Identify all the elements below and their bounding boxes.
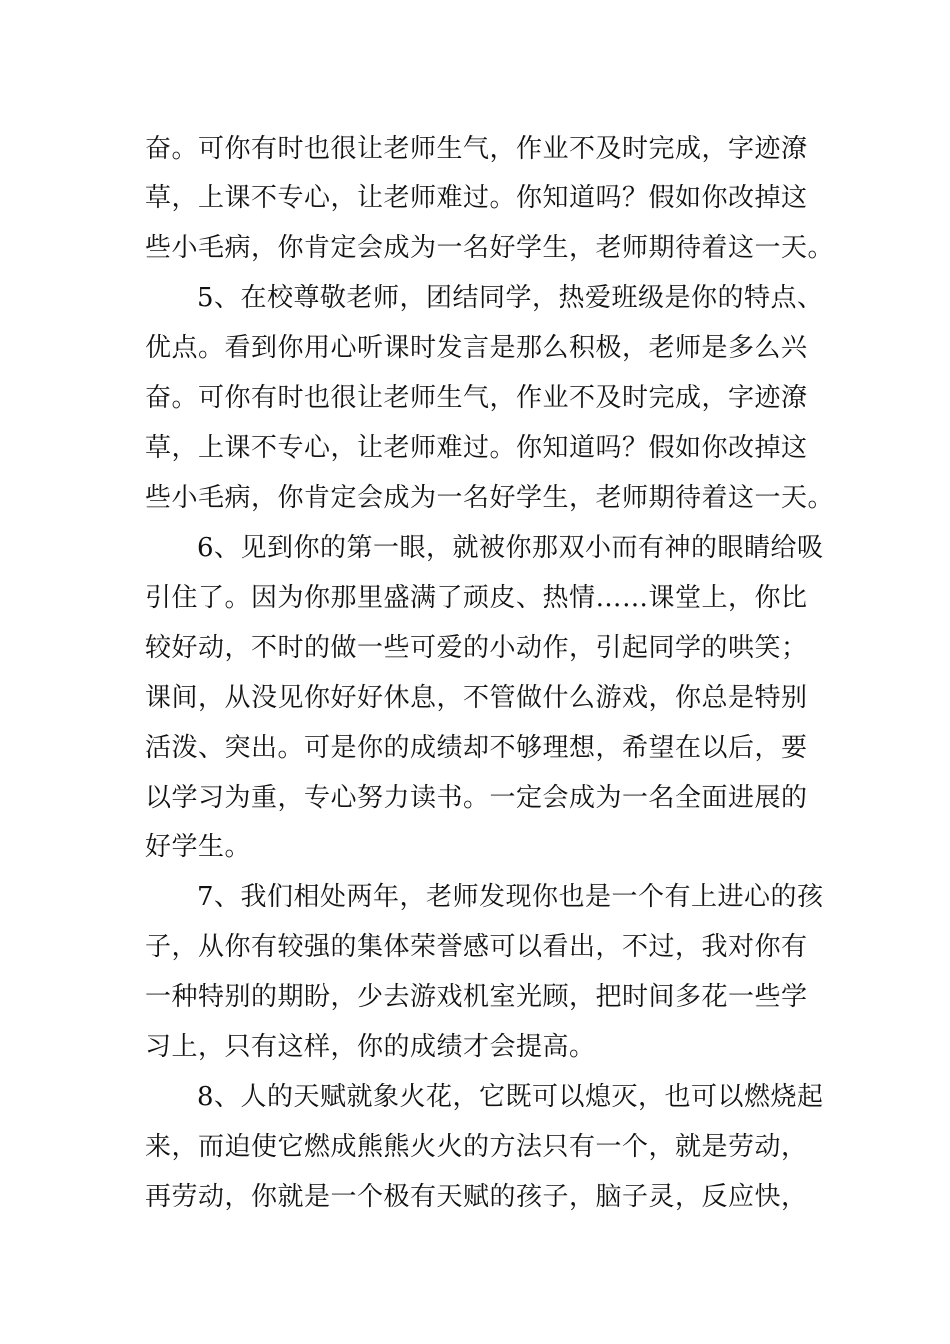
text-line: 些小毛病，你肯定会成为一名好学生，老师期待着这一天。 (145, 483, 835, 513)
text-line: 子，从你有较强的集体荣誉感可以看出，不过，我对你有 (145, 932, 808, 962)
text-line: 一种特别的期盼，少去游戏机室光顾，把时间多花一些学 (145, 982, 808, 1012)
text-line: 较好动，不时的做一些可爱的小动作，引起同学的哄笑； (145, 633, 808, 663)
text-line: 优点。看到你用心听课时发言是那么积极，老师是多么兴 (145, 333, 808, 363)
text-line: 奋。可你有时也很让老师生气，作业不及时完成，字迹潦 (145, 383, 808, 413)
text-line: 以学习为重，专心努力读书。一定会成为一名全面进展的 (145, 783, 808, 813)
paragraph-7-first-line: 7、我们相处两年，老师发现你也是一个有上进心的孩 (197, 882, 824, 912)
paragraph-8-first-line: 8、人的天赋就象火花，它既可以熄灭，也可以燃烧起 (197, 1082, 824, 1112)
text-line: 来，而迫使它燃成熊熊火火的方法只有一个，就是劳动， (145, 1132, 808, 1162)
paragraph-5-first-line: 5、在校尊敬老师，团结同学，热爱班级是你的特点、 (197, 283, 824, 313)
text-line: 再劳动，你就是一个极有天赋的孩子，脑子灵，反应快， (145, 1182, 808, 1212)
paragraph-6-first-line: 6、见到你的第一眼，就被你那双小而有神的眼睛给吸 (197, 533, 824, 563)
text-line: 引住了。因为你那里盛满了顽皮、热情……课堂上，你比 (145, 583, 808, 613)
text-line: 些小毛病，你肯定会成为一名好学生，老师期待着这一天。 (145, 233, 835, 263)
text-line: 课间，从没见你好好休息，不管做什么游戏，你总是特别 (145, 683, 808, 713)
text-line: 活泼、突出。可是你的成绩却不够理想，希望在以后，要 (145, 733, 808, 763)
text-line: 草，上课不专心，让老师难过。你知道吗？假如你改掉这 (145, 433, 808, 463)
text-line: 好学生。 (145, 832, 252, 862)
text-line: 草，上课不专心，让老师难过。你知道吗？假如你改掉这 (145, 183, 808, 213)
text-line: 习上，只有这样，你的成绩才会提高。 (145, 1032, 596, 1062)
text-line: 奋。可你有时也很让老师生气，作业不及时完成，字迹潦 (145, 134, 808, 164)
